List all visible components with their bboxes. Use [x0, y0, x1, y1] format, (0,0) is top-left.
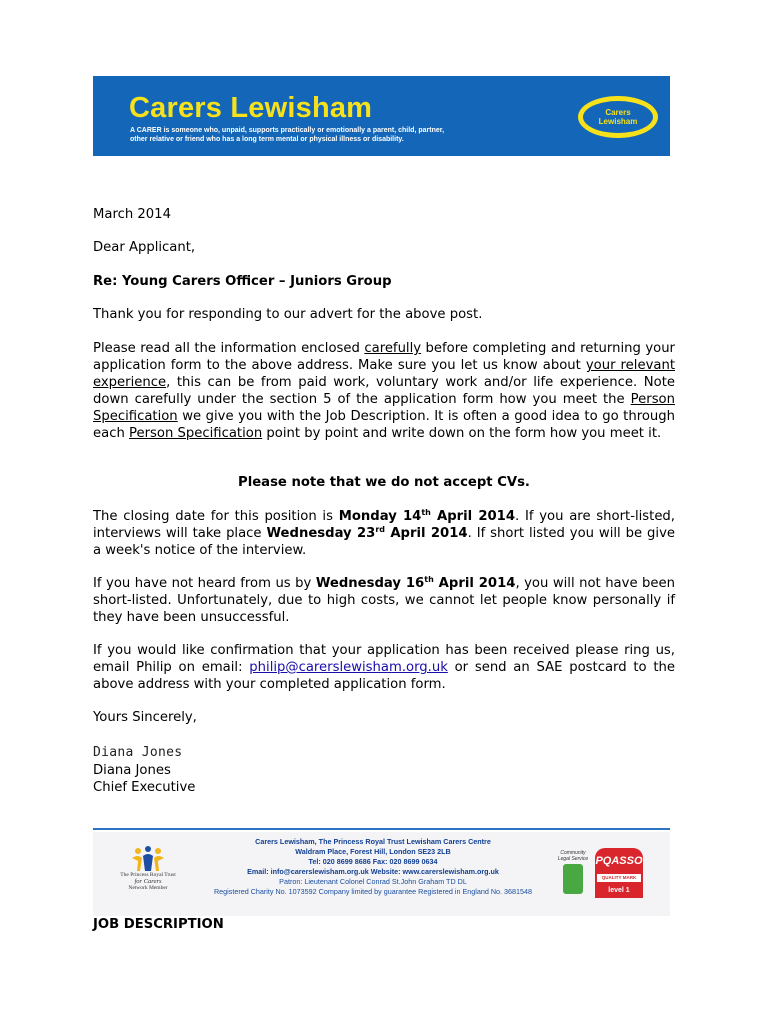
signatory-title: Chief Executive — [93, 780, 196, 795]
section-heading-job-description: JOB DESCRIPTION — [93, 917, 224, 932]
closing: Yours Sincerely, — [93, 710, 197, 725]
logo-text-carers: Carers — [605, 108, 631, 117]
paragraph-intro: Thank you for responding to our advert for the above post. — [93, 307, 483, 322]
trust-name: The Princess Royal Trust for Carers Network Member — [120, 872, 176, 891]
footer-org: Carers Lewisham, The Princess Royal Trust Lewisham Carers Centre — [255, 837, 491, 846]
footer-phone: Tel: 020 8699 8686 Fax: 020 8699 0634 — [308, 857, 438, 866]
cv-note: Please note that we do not accept CVs. — [238, 475, 530, 490]
email-link[interactable]: philip@carerslewisham.org.uk — [249, 660, 448, 675]
signature: Diana Jones — [93, 745, 183, 760]
banner-title: Carers Lewisham — [129, 92, 373, 124]
banner-tagline: A CARER is someone who, unpaid, supports practically or emotionally a parent, child, partner, other relative or friend who has a long term mental or physical illness or disability. — [130, 127, 445, 143]
logo-text-lewisham: Lewisham — [598, 117, 638, 126]
pqasso-quality-mark-logo: PQASSO QUALITY MARK level 1 — [595, 848, 643, 900]
paragraph-confirmation: If you would like confirmation that your application has been received please ring us, email Philip on email: philip@carerslewisham.org.uk or send an SAE postcard to the above address with your completed application form. — [93, 643, 675, 692]
paragraph-closing-date: The closing date for this position is Monday 14th April 2014. If you are short-listed, interviews will take place Wednesday 23rd April 2014. If short listed you will be give a week's notice of the interview. — [93, 508, 675, 558]
footer-address: Waldram Place, Forest Hill, London SE23 2LB — [295, 847, 451, 856]
footer-divider — [93, 828, 670, 830]
princess-royal-trust-logo — [113, 846, 183, 892]
footer-patron: Patron: Lieutenant Colonel Conrad St.John Graham TD DL — [279, 877, 467, 886]
header-banner — [93, 76, 670, 156]
cls-badge-icon — [563, 864, 583, 894]
community-legal-service-logo: Community Legal Service — [555, 850, 591, 902]
salutation: Dear Applicant, — [93, 240, 196, 255]
footer-registration: Registered Charity No. 1073592 Company limited by guarantee Registered in England No. 3681548 — [213, 887, 533, 896]
signatory-name: Diana Jones — [93, 763, 171, 778]
carers-figures-icon — [130, 846, 166, 872]
letter-subject: Re: Young Carers Officer – Juniors Group — [93, 274, 392, 289]
paragraph-shortlist: If you have not heard from us by Wednesday 16th April 2014, you will not have been short-listed. Unfortunately, due to high costs, we cannot let people know personally if they have been unsuccessful. — [93, 575, 675, 625]
footer-contact-block — [193, 837, 553, 897]
letterhead-footer — [93, 832, 670, 916]
carers-lewisham-logo — [578, 96, 658, 138]
paragraph-instructions: Please read all the information enclosed carefully before completing and returning your application form to the above address. Make sure you let us know about your relevant experience, this can be from paid work, voluntary work and/or life experience. Note down carefully under the section 5 of the application form how you meet the Person Specification we give you with the Job Description. It is often a good idea to go through each Person Specification point by point and write down on the form how you meet it. — [93, 341, 675, 441]
footer-contact: Email: info@carerslewisham.org.uk Website: www.carerslewisham.org.uk — [247, 867, 499, 876]
letter-date: March 2014 — [93, 207, 171, 222]
